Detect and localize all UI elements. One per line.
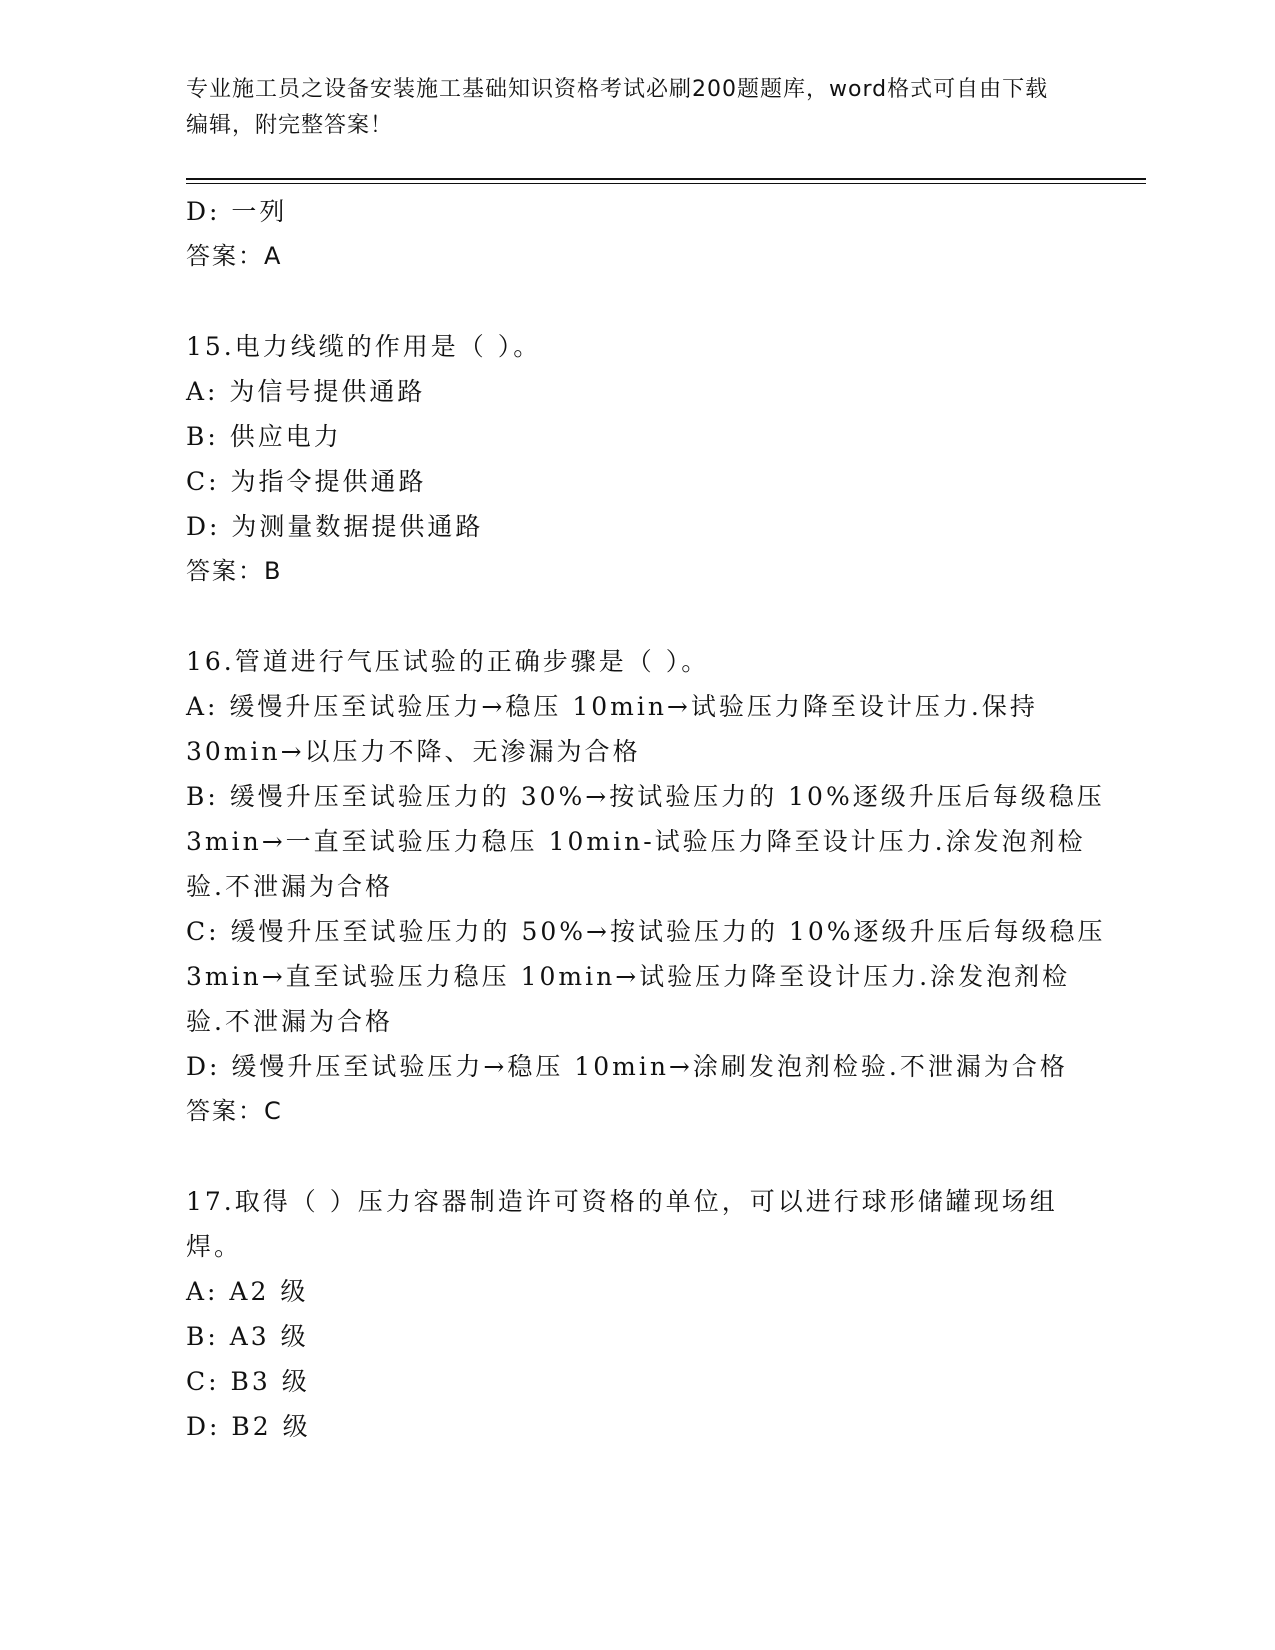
option-b: B: A3 级 <box>186 1322 309 1351</box>
question-stem: 17.取得（ ）压力容器制造许可资格的单位，可以进行球形储罐现场组焊。 <box>186 1187 1058 1261</box>
question-stem: 16.管道进行气压试验的正确步骤是（ ）。 <box>186 647 710 676</box>
previous-question-tail <box>186 189 1106 279</box>
header-rule-thin <box>186 183 1146 184</box>
question-17 <box>186 1179 1106 1449</box>
option-b: B: 缓慢升压至试验压力的 30%→按试验压力的 10%逐级升压后每级稳压 3min→一直至试验压力稳压 10min-试验压力降至设计压力.涂发泡剂检验.不泄漏为合格 <box>186 782 1116 901</box>
option-a: A: 为信号提供通路 <box>186 377 426 406</box>
option-b: B: 供应电力 <box>186 422 342 451</box>
question-15 <box>186 324 1106 594</box>
document-header: 专业施工员之设备安装施工基础知识资格考试必刷200题题库，word格式可自由下载编辑，附完整答案！ <box>186 77 1049 138</box>
option-d: D: 为测量数据提供通路 <box>186 512 484 541</box>
answer-line: 答案：A <box>186 242 283 270</box>
answer-line: 答案：C <box>186 1097 283 1125</box>
option-a: A: A2 级 <box>186 1277 309 1306</box>
header-rule-thick <box>186 178 1146 180</box>
answer-line: 答案：B <box>186 557 283 585</box>
option-d: D: 一列 <box>186 197 288 226</box>
question-stem: 15.电力线缆的作用是（ ）。 <box>186 332 542 361</box>
option-a: A: 缓慢升压至试验压力→稳压 10min→试验压力降至设计压力.保持30min→以压力不降、无渗漏为合格 <box>186 692 1038 766</box>
option-c: C: 缓慢升压至试验压力的 50%→按试验压力的 10%逐级升压后每级稳压 3min→直至试验压力稳压 10min→试验压力降至设计压力.涂发泡剂检验.不泄漏为合格 <box>186 917 1117 1036</box>
option-c: C: 为指令提供通路 <box>186 467 427 496</box>
question-16 <box>186 639 1117 1134</box>
option-d: D: 缓慢升压至试验压力→稳压 10min→涂刷发泡剂检验.不泄漏为合格 <box>186 1052 1068 1081</box>
question-content <box>186 189 1117 1449</box>
option-d: D: B2 级 <box>186 1412 311 1441</box>
option-c: C: B3 级 <box>186 1367 310 1396</box>
